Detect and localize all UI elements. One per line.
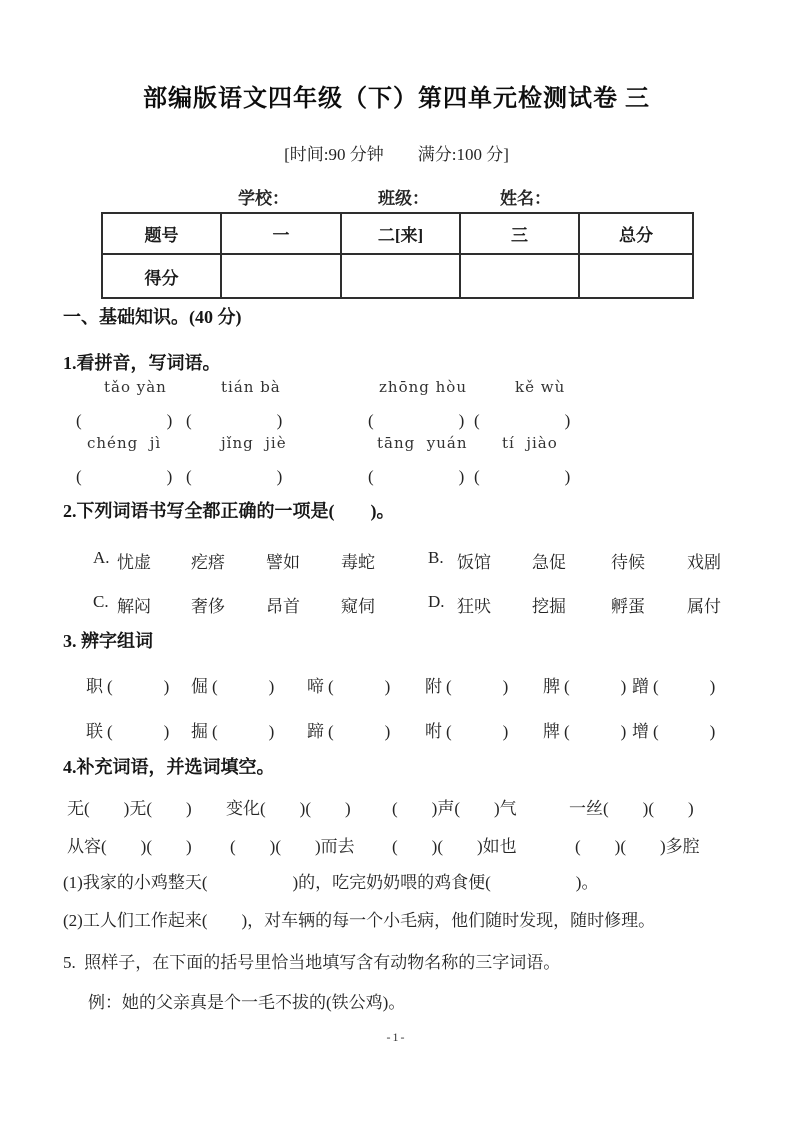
answer-blank: ( ) — [186, 411, 283, 430]
pinyin-row-1 — [0, 378, 793, 402]
score-table-header-cell: 二[来] — [341, 213, 460, 254]
option-label: A. — [93, 548, 110, 567]
question-5-heading: 5. 照样子，在下面的括号里恰当地填写含有动物名称的三字词语。 — [63, 953, 561, 972]
answer-blank: ( ) — [474, 411, 571, 430]
score-cell-blank — [579, 254, 693, 298]
option-label: B. — [428, 548, 444, 567]
character-blank-row-2 — [0, 717, 793, 741]
pinyin-text: tāng yuán — [377, 434, 468, 452]
score-row-label: 得分 — [102, 254, 221, 298]
pinyin-text: jǐng jiè — [221, 434, 287, 452]
answer-blank: ( ) — [107, 677, 170, 696]
school-label: 学校： — [238, 189, 289, 208]
character: 蹄 — [307, 722, 324, 741]
answer-blank: ( ) — [368, 411, 465, 430]
word-fill-row-1 — [0, 794, 793, 818]
option-word: 属付 — [687, 597, 721, 616]
answer-blank: ( ) — [653, 722, 716, 741]
pinyin-text: tǎo yàn — [104, 378, 167, 396]
character: 联 — [86, 722, 103, 741]
pinyin-text: zhōng hòu — [379, 378, 467, 396]
option-row-ab — [0, 548, 793, 572]
question-4-heading: 4.补充词语，并选词填空。 — [63, 757, 275, 777]
score-cell-blank — [460, 254, 579, 298]
answer-blank: ( ) — [328, 677, 391, 696]
option-word: 毒蛇 — [341, 553, 375, 572]
name-label: 姓名： — [500, 189, 551, 208]
student-info-row — [0, 184, 793, 208]
score-cell-blank — [221, 254, 341, 298]
option-word: 狂吠 — [457, 597, 491, 616]
score-table — [101, 212, 694, 299]
option-label: D. — [428, 592, 445, 611]
answer-blank: ( ) — [186, 467, 283, 486]
character: 倔 — [191, 677, 208, 696]
question-5-example: 例：她的父亲真是个一毛不拔的(铁公鸡)。 — [88, 993, 406, 1012]
answer-blank: ( ) — [328, 722, 391, 741]
answer-blank-row-1 — [0, 406, 793, 430]
word-blank-group: ( )( )如也 — [392, 837, 517, 856]
answer-blank-row-2 — [0, 462, 793, 486]
option-label: C. — [93, 592, 109, 611]
section-1-heading: 一、基础知识。(40 分) — [63, 307, 242, 327]
question-4-sub-1: (1)我家的小鸡整天( )的，吃完奶奶喂的鸡食便( )。 — [63, 873, 599, 892]
word-blank-group: ( )声( )气 — [392, 799, 517, 818]
answer-blank: ( ) — [76, 411, 173, 430]
option-word: 奢侈 — [191, 597, 225, 616]
word-blank-group: ( )( )多腔 — [575, 837, 700, 856]
option-word: 急促 — [532, 553, 566, 572]
score-table-header-cell: 三 — [460, 213, 579, 254]
character: 脾 — [543, 677, 560, 696]
character: 蹭 — [632, 677, 649, 696]
pinyin-text: chéng jì — [87, 434, 162, 452]
option-word: 待候 — [611, 553, 645, 572]
answer-blank: ( ) — [107, 722, 170, 741]
question-2-heading: 2.下列词语书写全都正确的一项是( )。 — [63, 501, 395, 521]
word-blank-group: 无( )无( ) — [67, 799, 192, 818]
character-blank-row-1 — [0, 672, 793, 696]
word-blank-group: 从容( )( ) — [67, 837, 192, 856]
option-word: 疙瘩 — [191, 553, 225, 572]
option-word: 饭馆 — [457, 553, 491, 572]
word-fill-row-2 — [0, 832, 793, 856]
character: 咐 — [425, 722, 442, 741]
answer-blank: ( ) — [446, 677, 509, 696]
option-word: 譬如 — [266, 553, 300, 572]
character: 啼 — [307, 677, 324, 696]
character: 掘 — [191, 722, 208, 741]
option-word: 戏剧 — [687, 553, 721, 572]
score-table-header-cell: 总分 — [579, 213, 693, 254]
answer-blank: ( ) — [474, 467, 571, 486]
score-table-header-cell: 题号 — [102, 213, 221, 254]
score-table-score-row — [102, 254, 693, 298]
answer-blank: ( ) — [212, 722, 275, 741]
pinyin-row-2 — [0, 434, 793, 458]
answer-blank: ( ) — [653, 677, 716, 696]
pinyin-text: tí jiào — [502, 434, 558, 452]
character: 牌 — [543, 722, 560, 741]
character: 增 — [632, 722, 649, 741]
paper-title: 部编版语文四年级（下）第四单元检测试卷 三 — [143, 86, 650, 112]
question-4-sub-2: (2)工人们工作起来( )，对车辆的每一个小毛病，他们随时发现，随时修理。 — [63, 911, 656, 930]
option-word: 窥伺 — [341, 597, 375, 616]
option-word: 挖掘 — [532, 597, 566, 616]
option-word: 解闷 — [117, 597, 151, 616]
answer-blank: ( ) — [564, 722, 627, 741]
option-word: 忧虚 — [117, 553, 151, 572]
character: 职 — [86, 677, 103, 696]
option-row-cd — [0, 592, 793, 616]
word-blank-group: ( )( )而去 — [230, 837, 355, 856]
answer-blank: ( ) — [76, 467, 173, 486]
pinyin-text: kě wù — [515, 378, 566, 396]
character: 附 — [425, 677, 442, 696]
option-word: 孵蛋 — [611, 597, 645, 616]
class-label: 班级： — [378, 189, 429, 208]
pinyin-text: tián bà — [221, 378, 281, 396]
answer-blank: ( ) — [564, 677, 627, 696]
answer-blank: ( ) — [212, 677, 275, 696]
score-table-header-cell: 一 — [221, 213, 341, 254]
score-table-header-row — [102, 213, 693, 254]
time-score-line: [时间:90 分钟 满分:100 分] — [284, 145, 509, 164]
page-number: -1- — [386, 1030, 407, 1044]
option-word: 昂首 — [266, 597, 300, 616]
answer-blank: ( ) — [446, 722, 509, 741]
answer-blank: ( ) — [368, 467, 465, 486]
question-1-heading: 1.看拼音，写词语。 — [63, 353, 221, 373]
score-cell-blank — [341, 254, 460, 298]
word-blank-group: 一丝( )( ) — [569, 799, 694, 818]
question-3-heading: 3. 辨字组词 — [63, 631, 153, 651]
word-blank-group: 变化( )( ) — [226, 799, 351, 818]
